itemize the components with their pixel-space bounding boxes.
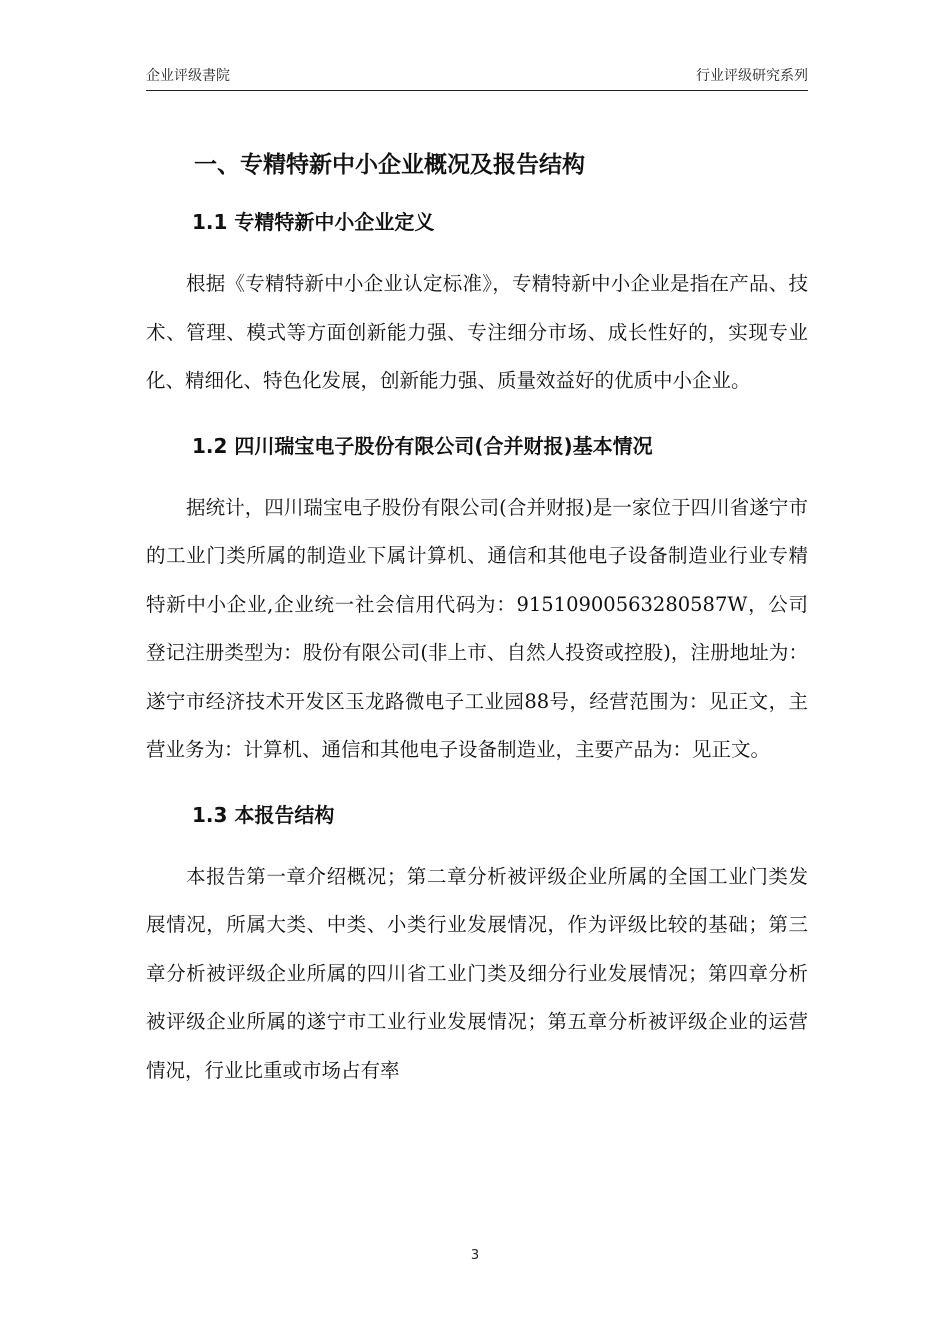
- page-header: [146, 66, 808, 91]
- paragraph-definition: 根据《专精特新中小企业认定标准》，专精特新中小企业是指在产品、技术、管理、模式等方面创新能力强、专注细分市场、成长性好的，实现专业化、精细化、特色化发展，创新能力强、质量效益好的优质中小企业。: [146, 272, 808, 392]
- paragraph-report-structure: 本报告第一章介绍概况；第二章分析被评级企业所属的全国工业门类发展情况，所属大类、中类、小类行业发展情况，作为评级比较的基础；第三章分析被评级企业所属的四川省工业门类及细分行业发展情况；第四章分析被评级企业所属的遂宁市工业行业发展情况；第五章分析被评级企业的运营情况，行业比重或市场占有率: [146, 864, 808, 1082]
- document-body: [146, 140, 808, 1115]
- paragraph-company-info: 据统计，四川瑞宝电子股份有限公司(合并财报)是一家位于四川省遂宁市的工业门类所属的制造业下属计算机、通信和其他电子设备制造业行业专精特新中小企业,企业统一社会信用代码为：91510900563280587W，公司登记注册类型为：股份有限公司(非上市、自然人投资或控股)，注册地址为：遂宁市经济技术开发区玉龙路微电子工业园88号，经营范围为：见正文，主营业务为：计算机、通信和其他电子设备制造业，主要产品为：见正文。: [146, 495, 808, 761]
- header-right-title: 行业评级研究系列: [696, 68, 808, 84]
- section-title: 一、专精特新中小企业概况及报告结构: [194, 152, 585, 178]
- page-number: 3: [470, 1248, 480, 1263]
- subsection-heading-1-2: 1.2 四川瑞宝电子股份有限公司(合并财报)基本情况: [192, 433, 653, 458]
- subsection-heading-1-3: 1.3 本报告结构: [192, 802, 335, 827]
- header-left-title: 企业评级書院: [146, 68, 230, 84]
- subsection-heading-1-1: 1.1 专精特新中小企业定义: [192, 210, 435, 234]
